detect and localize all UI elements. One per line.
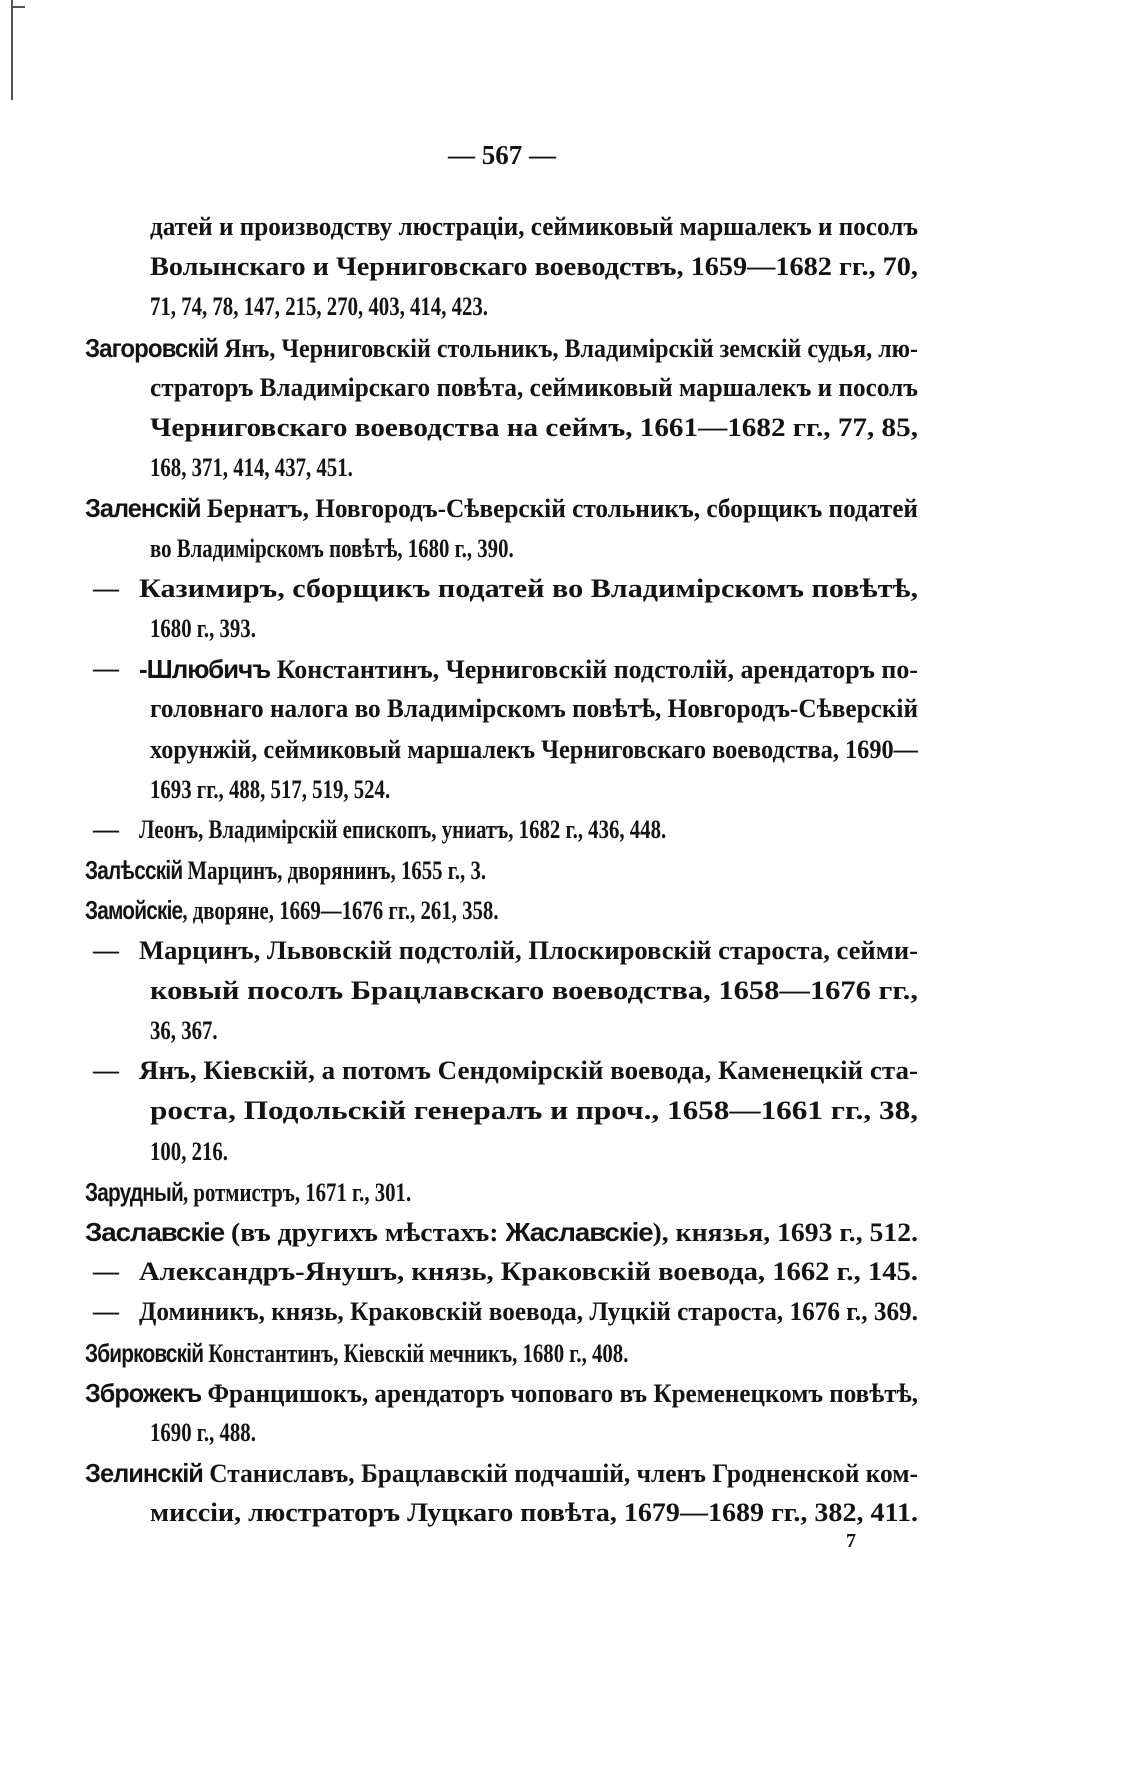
index-continuation-line <box>150 1014 235 1048</box>
line-text <box>85 491 918 526</box>
line-text <box>150 532 514 566</box>
index-entry-line <box>85 893 602 927</box>
entry-text: Бернатъ, Новгородъ-Сѣверскій стольникъ, сборщикъ податей <box>200 494 919 524</box>
line-text <box>150 1135 228 1169</box>
headword: Збирковскій <box>85 1337 204 1368</box>
line-text <box>150 773 390 807</box>
headword: Зарудный <box>85 1176 183 1207</box>
line-text <box>150 974 918 1008</box>
line-text <box>150 692 918 726</box>
index-continuation-line <box>150 411 918 445</box>
entry-dash: — <box>93 654 119 684</box>
line-text <box>150 1416 256 1450</box>
line-text <box>150 250 918 284</box>
page-corner-mark-top <box>11 6 25 8</box>
index-entry-line <box>85 1376 947 1410</box>
headword: Жаславскіе <box>505 1217 653 1247</box>
entry-text: Александръ-Янушъ, князь, Краковскій воевода, 1662 г., 145. <box>139 1257 918 1287</box>
entry-text: Францишокъ, арендаторъ чоповаго въ Кременецкомъ повѣтѣ, <box>201 1378 918 1408</box>
entry-text: Янъ, Кіевскій, а потомъ Сендомірскій воевода, Каменецкій ста- <box>139 1056 918 1086</box>
line-text <box>85 1215 918 1250</box>
line-text <box>150 210 918 244</box>
line-text <box>150 733 918 767</box>
index-continuation-line <box>150 974 918 1008</box>
index-continuation-line <box>150 733 971 767</box>
line-text <box>150 290 488 324</box>
line-text <box>150 451 353 485</box>
line-text <box>150 1496 918 1530</box>
index-continuation-line <box>139 934 918 968</box>
entry-text: ковый посолъ Брацлавскаго воеводства, 1658—1676 гг., <box>150 975 918 1005</box>
headword: Залѣсскій <box>85 855 183 886</box>
index-continuation-line <box>150 692 940 726</box>
entry-text: Волынскаго и Черниговскаго воеводствъ, 1659—1682 гг., 70, <box>150 252 919 282</box>
entry-text: Черниговскаго воеводства на сеймъ, 1661—1682 гг., 77, 85, <box>150 413 918 442</box>
entry-text: ), князья, 1693 г., 512. <box>652 1218 918 1247</box>
entry-text: (въ другихъ мѣстахъ: <box>224 1218 506 1247</box>
index-continuation-line <box>139 1295 941 1329</box>
entry-text: 1690 г., 488. <box>150 1418 256 1447</box>
entry-text: роста, Подольскій генералъ и проч., 1658—1661 гг., 38, <box>150 1096 918 1126</box>
index-continuation-line <box>150 773 450 807</box>
entry-text: миссіи, люстраторъ Луцкаго повѣта, 1679—1689 гг., 382, 411. <box>150 1498 918 1528</box>
line-text <box>139 1054 918 1088</box>
entry-text: Доминикъ, князь, Краковскій воевода, Луцкій староста, 1676 г., 369. <box>139 1297 918 1327</box>
index-entry-line <box>85 1175 493 1209</box>
line-text <box>85 1336 628 1371</box>
entry-text: , ротмистръ, 1671 г., 301. <box>183 1177 412 1207</box>
entry-text: 1680 г., 393. <box>150 614 256 643</box>
headword: Заленскій <box>85 493 201 524</box>
entry-dash: — <box>93 1056 119 1086</box>
headword: -Шлюбичъ <box>139 654 271 685</box>
entry-text: страторъ Владимірскаго повѣта, сеймиковый маршалекъ и посолъ <box>150 372 918 402</box>
index-continuation-line <box>150 1416 282 1450</box>
index-entry-line <box>85 331 986 365</box>
index-continuation-line <box>150 290 573 324</box>
entry-text: , дворяне, 1669—1676 гг., 261, 358. <box>182 896 499 926</box>
index-continuation-line <box>150 532 605 566</box>
index-continuation-line <box>150 250 919 284</box>
line-text <box>85 893 499 928</box>
entry-text: 71, 74, 78, 147, 215, 270, 403, 414, 423. <box>150 292 488 322</box>
index-entry-line <box>85 491 941 525</box>
entry-text: 1693 гг., 488, 517, 519, 524. <box>150 774 391 804</box>
index-continuation-line <box>150 210 944 244</box>
line-text <box>85 1376 918 1411</box>
line-text <box>85 1456 918 1491</box>
line-text <box>139 934 918 968</box>
signature-mark: 7 <box>846 1530 856 1552</box>
line-text <box>85 1175 411 1210</box>
index-continuation-line <box>139 1054 918 1088</box>
line-text <box>150 371 918 405</box>
page-corner-mark <box>11 0 13 100</box>
index-entry-line <box>85 1215 918 1249</box>
entry-text: Константинъ, Кіевскій мечникъ, 1680 г., 408. <box>203 1338 629 1368</box>
line-text <box>150 1094 918 1128</box>
line-text <box>139 813 666 847</box>
headword: Зелинскій <box>85 1458 203 1489</box>
entry-text: Марцинъ, дворянинъ, 1655 г., 3. <box>182 856 487 886</box>
entry-text: головнаго налога во Владимірскомъ повѣтѣ, Новгородъ-Сѣверскій <box>150 694 918 724</box>
line-text <box>139 1295 918 1329</box>
entry-text: во Владимірскомъ повѣтѣ, 1680 г., 390. <box>150 533 514 563</box>
index-continuation-line <box>150 1135 248 1169</box>
line-text <box>85 331 918 366</box>
headword: Загоровскій <box>85 332 219 363</box>
line-text <box>150 411 918 445</box>
entry-text: Марцинъ, Львовскій подстолій, Плоскировскій староста, сейми- <box>139 935 918 965</box>
entry-dash: — <box>93 1297 119 1327</box>
headword: Заславскіе <box>85 1217 225 1247</box>
headword: Зброжекъ <box>85 1377 202 1408</box>
index-continuation-line <box>150 1496 918 1530</box>
entry-text: Константинъ, Черниговскій подстолій, арендаторъ по- <box>270 655 918 685</box>
entry-dash: — <box>93 573 119 603</box>
entry-text: хорунжій, сеймиковый маршалекъ Черниговскаго воеводства, 1690— <box>150 734 918 764</box>
index-continuation-line <box>150 612 282 646</box>
entry-text: 168, 371, 414, 437, 451. <box>150 453 353 483</box>
index-entry-line <box>85 1336 764 1370</box>
entry-dash: — <box>93 935 119 965</box>
index-continuation-line <box>139 652 918 686</box>
line-text <box>139 652 918 687</box>
entry-text: 36, 367. <box>150 1016 218 1045</box>
index-continuation-line <box>139 813 798 847</box>
index-continuation-line <box>150 371 942 405</box>
index-continuation-line <box>139 572 918 606</box>
entry-text: Казимиръ, сборщикъ податей во Владимірскомъ повѣтѣ, <box>139 573 918 603</box>
line-text <box>139 572 918 606</box>
index-continuation-line <box>150 451 404 485</box>
line-text <box>150 612 256 646</box>
entry-text: Янъ, Черниговскій стольникъ, Владимірскій земскій судья, лю- <box>218 333 918 363</box>
index-entry-line <box>85 1456 937 1490</box>
index-entry-line <box>85 853 586 887</box>
entry-text: 100, 216. <box>150 1136 228 1166</box>
line-text <box>150 1014 218 1048</box>
index-continuation-line <box>139 1255 918 1289</box>
entry-text: Станиславъ, Брацлавскій подчашій, членъ Гродненской ком- <box>202 1459 918 1489</box>
headword: Замойскіе <box>85 895 183 926</box>
index-continuation-line <box>150 1094 918 1128</box>
line-text <box>139 1255 918 1289</box>
entry-text: датей и производству люстраціи, сеймиковый маршалекъ и посолъ <box>150 212 918 241</box>
line-text <box>85 853 486 888</box>
entry-dash: — <box>93 815 119 844</box>
entry-dash: — <box>93 1257 119 1287</box>
entry-text: Леонъ, Владимірскій епископъ, униатъ, 1682 г., 436, 448. <box>139 815 667 844</box>
page-number: — 567 — <box>448 140 556 170</box>
